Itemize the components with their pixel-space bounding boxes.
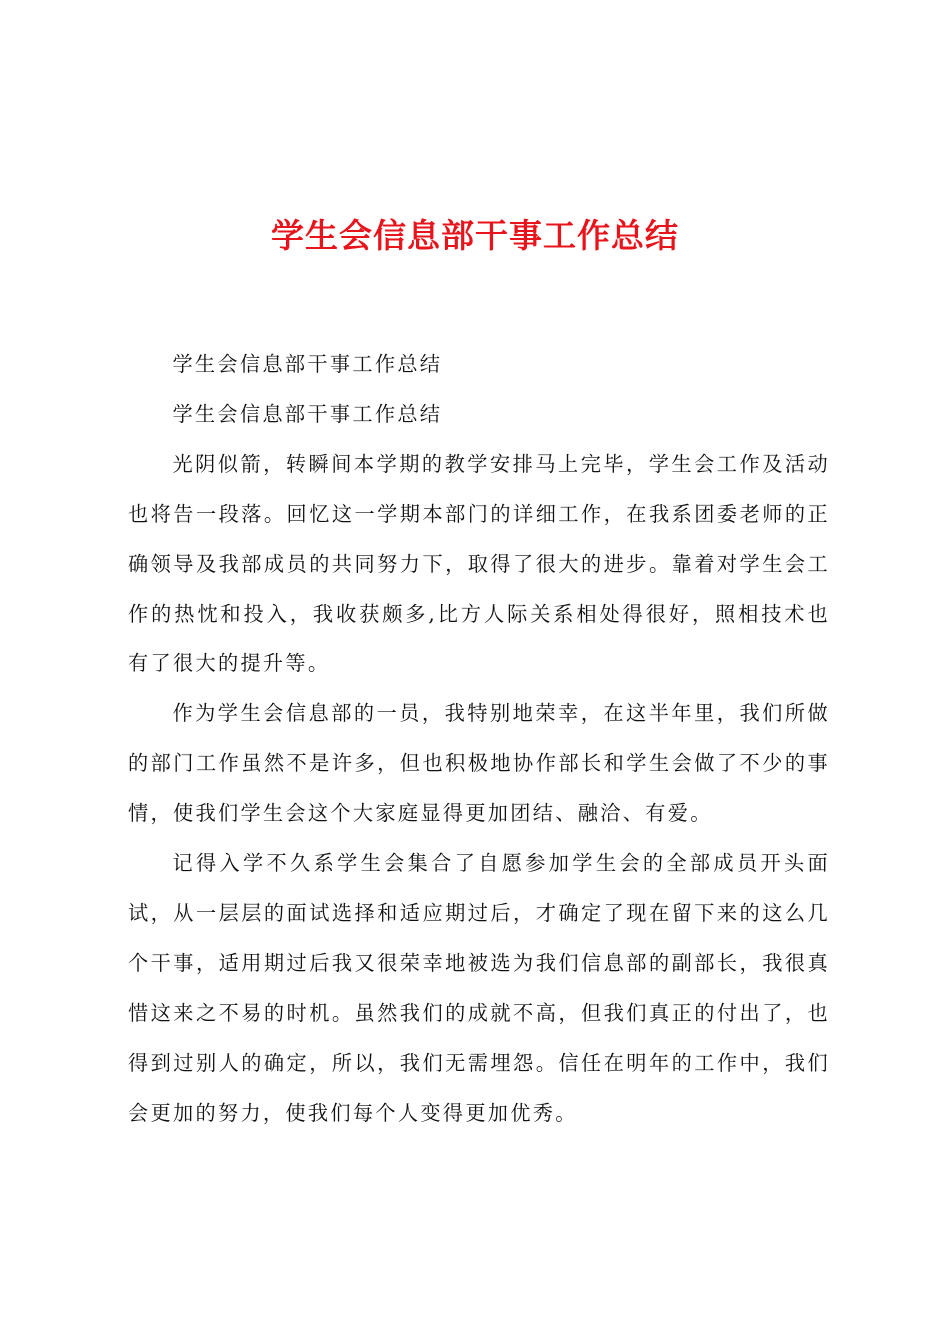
paragraph-subtitle-2: 学生会信息部干事工作总结 bbox=[172, 401, 443, 426]
paragraph-role: 作为学生会信息部的一员，我特别地荣幸，在这半年里，我们所做的部门工作虽然不是许多，但也积极地协作部长和学生会做了不少的事情，使我们学生会这个大家庭显得更加团结、融洽、有爱。 bbox=[128, 701, 830, 826]
document-title: 学生会信息部干事工作总结 bbox=[271, 216, 679, 255]
paragraph-subtitle-1: 学生会信息部干事工作总结 bbox=[172, 352, 443, 376]
paragraph-intro: 光阴似箭，转瞬间本学期的教学安排马上完毕，学生会工作及活动也将告一段落。回忆这一学期本部门的详细工作，在我系团委老师的正确领导及我部成员的共同努力下，取得了很大的进步。靠着对学生会工作的热忱和投入，我收获颇多,比方人际关系相处得很好，照相技术也有了很大的提升等。 bbox=[128, 451, 830, 676]
document-body bbox=[128, 340, 830, 1139]
paragraph-interview: 记得入学不久系学生会集合了自愿参加学生会的全部成员开头面试，从一层层的面试选择和适应期过后，才确定了现在留下来的这么几个干事，适用期过后我又很荣幸地被选为我们信息部的副部长，我很真惜这来之不易的时机。虽然我们的成就不高，但我们真正的付出了，也得到过别人的确定，所以，我们无需埋怨。信任在明年的工作中，我们会更加的努力，使我们每个人变得更加优秀。 bbox=[128, 851, 830, 1125]
